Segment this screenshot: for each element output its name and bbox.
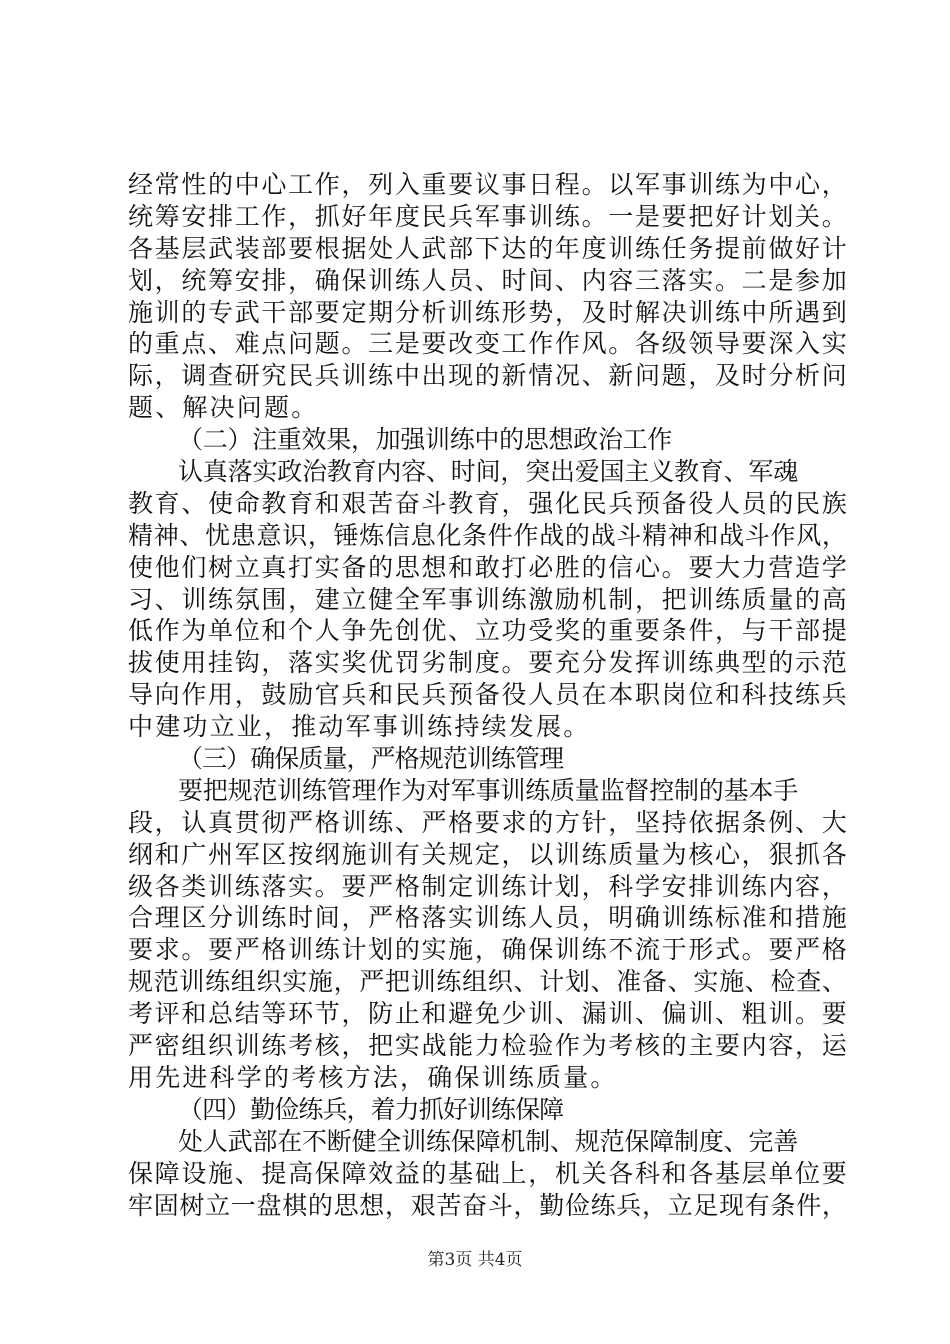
text-line: 习、训练氛围，建立健全军事训练激励机制，把训练质量的高 [128, 584, 849, 614]
text-line: 拔使用挂钩，落实奖优罚劣制度。要充分发挥训练典型的示范 [128, 648, 849, 678]
text-line: 经常性的中心工作，列入重要议事日程。以军事训练为中心， [128, 170, 849, 199]
text-line: （二）注重效果，加强训练中的思想政治工作 [178, 425, 673, 455]
text-line: 认真落实政治教育内容、时间，突出爱国主义教育、军魂 [178, 457, 799, 487]
text-line: 各基层武装部要根据处人武部下达的年度训练任务提前做好计 [128, 233, 849, 263]
text-line: 导向作用，鼓励官兵和民兵预备役人员在本职岗位和科技练兵 [128, 680, 849, 710]
text-line: 处人武部在不断健全训练保障机制、规范保障制度、完善 [178, 1126, 799, 1156]
text-line: 纲和广州军区按纲施训有关规定，以训练质量为核心，狠抓各 [128, 839, 849, 869]
text-line: 段，认真贯彻严格训练、严格要求的方针，坚持依据条例、大 [128, 807, 849, 837]
text-line: 要把规范训练管理作为对军事训练质量监督控制的基本手 [178, 775, 799, 805]
text-line: 保障设施、提高保障效益的基础上，机关各科和各基层单位要 [128, 1158, 849, 1188]
text-line: 合理区分训练时间，严格落实训练人员，明确训练标准和措施 [128, 903, 849, 933]
text-line: 际，调查研究民兵训练中出现的新情况、新问题，及时分析问 [128, 361, 849, 391]
text-line: 级各类训练落实。要严格制定训练计划，科学安排训练内容， [128, 871, 849, 901]
page-footer: 第3页 共4页 [427, 1250, 523, 1270]
text-line: 划，统筹安排，确保训练人员、时间、内容三落实。二是参加 [128, 265, 849, 295]
text-line: 严密组织训练考核，把实战能力检验作为考核的主要内容，运 [128, 1031, 849, 1061]
text-line: （三）确保质量，严格规范训练管理 [178, 744, 564, 774]
text-line: 使他们树立真打实备的思想和敢打必胜的信心。要大力营造学 [128, 552, 849, 582]
text-line: 规范训练组织实施，严把训练组织、计划、准备、实施、检查、 [128, 967, 848, 997]
text-line: 低作为单位和个人争先创优、立功受奖的重要条件，与干部提 [128, 616, 849, 646]
text-line: 牢固树立一盘棋的思想，艰苦奋斗，勤俭练兵，立足现有条件， [128, 1190, 848, 1220]
text-line: 考评和总结等环节，防止和避免少训、漏训、偏训、粗训。要 [128, 999, 849, 1029]
text-line: 题、解决问题。 [128, 393, 319, 423]
text-line: 统筹安排工作，抓好年度民兵军事训练。一是要把好计划关。 [128, 201, 849, 231]
text-line: 用先进科学的考核方法，确保训练质量。 [128, 1062, 618, 1092]
text-line: 教育、使命教育和艰苦奋斗教育，强化民兵预备役人员的民族 [128, 488, 849, 518]
text-line: 要求。要严格训练计划的实施，确保训练不流于形式。要严格 [128, 935, 849, 965]
text-line: （四）勤俭练兵，着力抓好训练保障 [178, 1094, 564, 1124]
document-body [128, 169, 848, 1221]
text-line: 的重点、难点问题。三是要改变工作作风。各级领导要深入实 [128, 329, 849, 359]
text-line: 施训的专武干部要定期分析训练形势，及时解决训练中所遇到 [128, 297, 849, 327]
text-line: 中建功立业，推动军事训练持续发展。 [128, 712, 591, 742]
text-line: 精神、忧患意识，锤炼信息化条件作战的战斗精神和战斗作风， [128, 520, 848, 550]
